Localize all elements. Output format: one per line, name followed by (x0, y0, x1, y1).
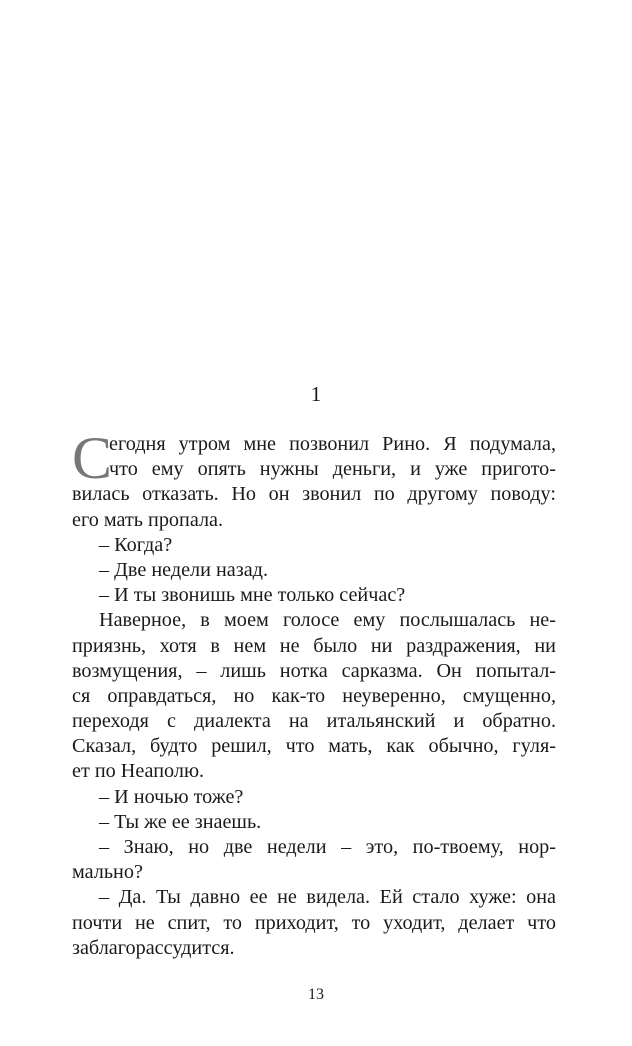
text-line: его мать пропала. (72, 508, 224, 531)
dialogue-line: – И ты звонишь мне только сейчас? (99, 584, 406, 607)
dialogue-line: – Две недели назад. (99, 558, 269, 581)
text-line-content: егодня утром мне позвонил Рино. Я подумала, (109, 433, 556, 455)
text-line: вилась отказать. Но он звонил по другому поводу: (72, 483, 556, 506)
text-line: почти не спит, то приходит, то уходит, делает что (72, 911, 556, 934)
dialogue-line: – Когда? (99, 533, 173, 556)
text-line: что ему опять нужны деньги, и уже пригото- (109, 458, 556, 481)
dialogue-line: – Ты же ее знаешь. (99, 810, 262, 833)
text-line: переходя с диалекта на итальянский и обратно. (72, 710, 556, 733)
text-line: приязнь, хотя в нем не было ни раздражения, ни (72, 634, 556, 657)
page-number: 13 (308, 986, 324, 1003)
text-line: Наверное, в моем голосе ему послышалась не- (99, 609, 556, 632)
chapter-number: 1 (310, 382, 322, 406)
chapter-text (72, 425, 556, 961)
dialogue-line: – Да. Ты давно ее не видела. Ей стало хуже: она (99, 886, 556, 909)
text-line: ся оправдаться, но как-то неуверенно, смущенно, (72, 684, 556, 707)
text-line: ет по Неаполю. (72, 760, 205, 783)
dialogue-line: – Знаю, но две недели – это, по-твоему, нор- (99, 836, 556, 858)
text-line: заблагорассудится. (72, 936, 235, 959)
dialogue-line: – И ночью тоже? (99, 785, 244, 808)
drop-cap: С (72, 425, 113, 491)
text-line: Сказал, будто решил, что мать, как обычно, гуля- (72, 735, 556, 758)
text-line: мально? (72, 861, 143, 884)
text-line: возмущения, – лишь нотка сарказма. Он попытал- (72, 659, 556, 682)
